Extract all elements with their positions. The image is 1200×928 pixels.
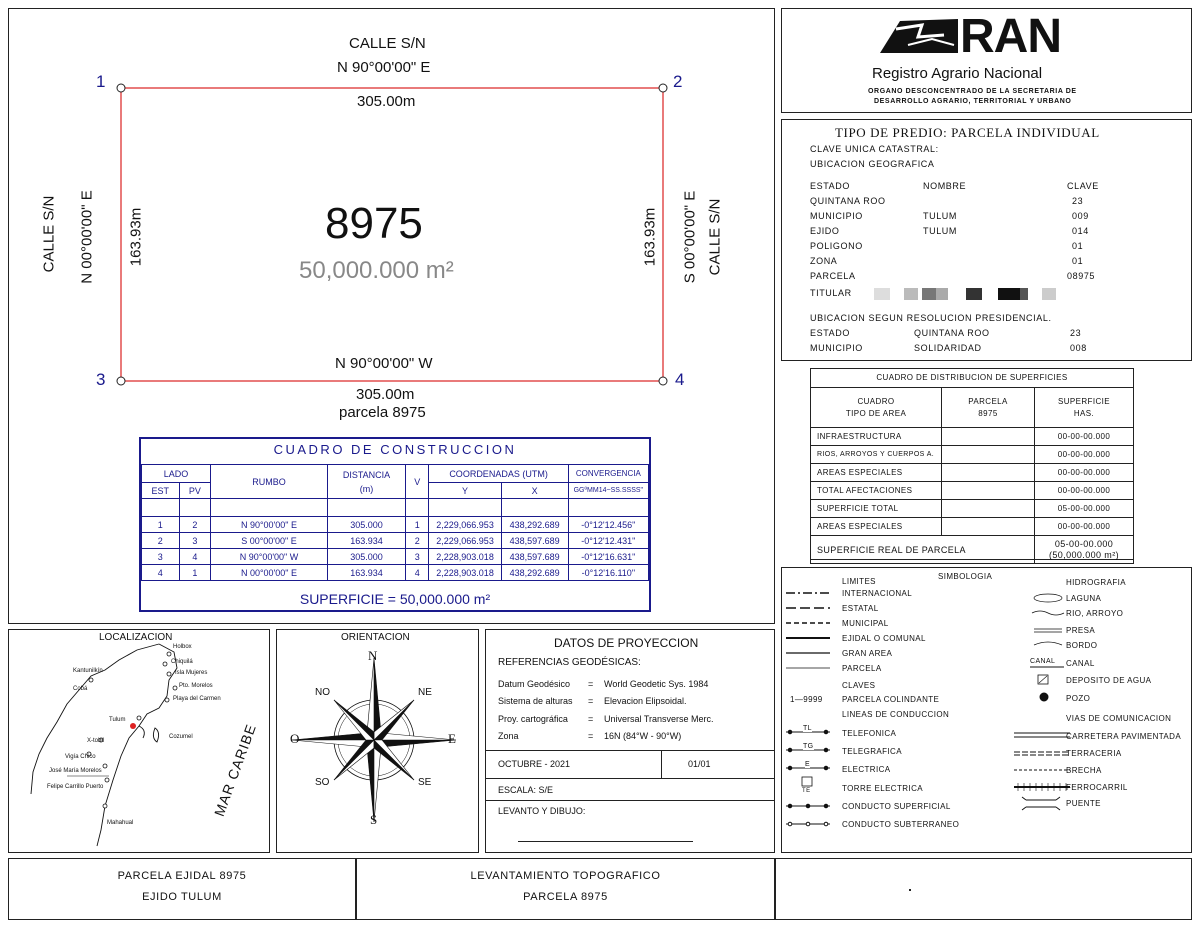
footer-mid-line2: PARCELA 8975	[523, 891, 608, 903]
construction-table-title: CUADRO DE CONSTRUCCION	[273, 442, 517, 457]
predio-panel	[781, 119, 1192, 361]
compass-no: NO	[315, 687, 330, 698]
dist-h3: SUPERFICIE HAS.	[1035, 388, 1134, 428]
place-holbox: Holbox	[173, 644, 192, 650]
h-est: EST	[142, 483, 180, 499]
row-clave: 009	[1072, 211, 1089, 221]
sym-internacional: INTERNACIONAL	[842, 589, 913, 598]
vertex-label-3: 3	[96, 370, 106, 389]
proy-key: Datum Geodésico	[498, 679, 571, 689]
h-lado: LADO	[142, 465, 211, 483]
proy-levanto: LEVANTO Y DIBUJO:	[498, 806, 586, 816]
clave-unica-label: CLAVE UNICA CATASTRAL:	[810, 144, 939, 154]
row-label: EJIDO	[810, 226, 840, 236]
place-felipe-carrillo: Felipe Carrillo Puerto	[47, 784, 104, 790]
sym-conducto-sup: CONDUCTO SUPERFICIAL	[842, 802, 951, 811]
localizacion-panel: LOCALIZACION Holbox Kantunilkín Chiquilá Isla Mujeres Cobá Pto. Morelos Playa del Carmen Tulum Cozumel X-tobil Vigía Chico José María Morelos Felipe Carrillo Puerto Mahahual MAR CARIBE	[8, 629, 270, 853]
construction-table-grid	[141, 464, 649, 581]
proy-eq: =	[588, 714, 594, 724]
proy-eq: =	[588, 696, 594, 706]
footer-left	[8, 858, 356, 920]
row-name: TULUM	[923, 226, 957, 236]
orientacion-title: ORIENTACION	[341, 632, 410, 643]
compass-se: SE	[418, 777, 432, 788]
dist-title: CUADRO DE DISTRIBUCION DE SUPERFICIES	[876, 373, 1068, 382]
sym-e-code: E	[805, 761, 811, 768]
date-col-divider	[661, 750, 662, 778]
h-v: V	[406, 465, 429, 499]
construction-table	[139, 437, 651, 612]
sym-laguna: LAGUNA	[1066, 594, 1102, 603]
sym-hidrografia: HIDROGRAFIA	[1066, 578, 1126, 587]
row-name: TULUM	[923, 211, 957, 221]
place-tulum: Tulum	[109, 717, 126, 723]
top-distance-label: 305.00m	[357, 93, 416, 110]
footer-left-line1: PARCELA EJIDAL 8975	[117, 870, 247, 882]
place-xtobil: X-tobil	[87, 738, 105, 744]
resol-clave: 008	[1070, 343, 1087, 353]
place-kantunilkin: Kantunilkín	[73, 668, 103, 674]
vertex-label-2: 2	[673, 72, 683, 91]
vertex-label-1: 1	[96, 72, 106, 91]
proy-val: 16N (84°W - 90°W)	[604, 731, 682, 741]
table-row	[811, 536, 1134, 564]
sym-conducto-sub: CONDUCTO SUBTERRANEO	[842, 820, 960, 829]
row-label: PARCELA	[810, 271, 856, 281]
date-row-divider	[486, 750, 774, 751]
sym-telefonica: TELEFONICA	[842, 729, 897, 738]
orientacion-panel	[276, 629, 479, 853]
h-conv-fmt: GGºMM14~SS.SSSS"	[568, 483, 648, 499]
h-pv: PV	[179, 483, 210, 499]
compass-ne: NE	[418, 687, 432, 698]
row-clave: 23	[1072, 196, 1084, 206]
row-clave: 08975	[1067, 271, 1096, 281]
sym-canal-code: CANAL	[1030, 658, 1056, 665]
sym-vias: VIAS DE COMUNICACION	[1066, 714, 1172, 723]
ran-logo-text: RAN	[960, 10, 1061, 63]
resol-name: SOLIDARIDAD	[914, 343, 982, 353]
proy-key: Sistema de alturas	[498, 696, 573, 706]
h-x: X	[501, 483, 568, 499]
footer-left-line2: EJIDO TULUM	[142, 891, 222, 903]
h-convergencia: CONVERGENCIA	[568, 465, 648, 483]
row-label: ZONA	[810, 256, 838, 266]
row-clave: 014	[1072, 226, 1089, 236]
compass-o: O	[290, 731, 300, 746]
sym-brecha: BRECHA	[1066, 766, 1102, 775]
dist-superficies-table	[810, 368, 1134, 560]
sym-rio: RIO, ARROYO	[1066, 609, 1124, 618]
proy-eq: =	[588, 731, 594, 741]
sym-tg-code: TG	[803, 743, 814, 750]
ubicacion-label: UBICACION GEOGRAFICA	[810, 159, 935, 169]
sym-parcela: PARCELA	[842, 664, 882, 673]
sym-ferrocarril: FERROCARRIL	[1066, 783, 1128, 792]
escala-row-divider	[486, 778, 774, 779]
proy-val: Elevacion Elipsoidal.	[604, 696, 687, 706]
plan-panel: 1 2 3 4 CALLE S/N N 90°00'00" E 305.00m N 90°00'00" W 305.00m parcela 8975 CALLE S/N N 00°00'00" E 163.93m 163.93m S 00°00'00" E CALLE S/N 8975 50,000.000 m² CUADRO DE CONSTRUCCION LADO RUMBO DISTANCIA (m) V COORDENADAS (UTM) CONVERGENCIA EST PV Y X GGºMM14~SS.SSSS" 1 2 N 90°00'00" E 305.000 1 2,229,066.953 438,292.689 -0°12'12.456" 2 3 S 00°00'00" E 163.934 2 2,229,066.953 438,597.689 -0°12'12.431" 3 4 N 90°00'00" W 305.000 3 2,228,903.018 438,597.689 -0°12'16.631" 4 1 N 00°00'00" E 163.934 4 2,228,903.018 438,292.689 -0°12'16.110" SUPERFICIE = 50,000.000 m²	[8, 8, 775, 624]
table-row: SUPERFICIE TOTAL 05-00-00.000	[811, 500, 1134, 518]
sym-limites: LIMITES	[842, 577, 876, 586]
h-estado: ESTADO	[810, 181, 850, 191]
ran-name: Registro Agrario Nacional	[872, 65, 1043, 82]
sym-te-code: TE	[802, 788, 811, 794]
sym-electrica: ELECTRICA	[842, 765, 891, 774]
sym-tl-code: TL	[803, 725, 812, 732]
compass-n: N	[368, 648, 378, 663]
dist-h2: PARCELA 8975	[942, 388, 1035, 428]
sym-telegrafica: TELEGRAFICA	[842, 747, 902, 756]
sym-torre: TORRE ELECTRICA	[842, 784, 923, 793]
place-playa-del-carmen: Playa del Carmen	[173, 696, 221, 702]
compass-s: S	[370, 812, 378, 827]
proy-escala: ESCALA: S/E	[498, 785, 554, 795]
ubic-resol-label: UBICACION SEGUN RESOLUCION PRESIDENCIAL.	[810, 313, 1052, 323]
place-isla-mujeres: Isla Mujeres	[175, 670, 208, 676]
bottom-parcel-label: parcela 8975	[339, 404, 426, 421]
ran-sub2: DESARROLLO AGRARIO, TERRITORIAL Y URBANO	[874, 98, 1072, 105]
proy-val: Universal Transverse Merc.	[604, 714, 714, 724]
construction-superficie: SUPERFICIE = 50,000.000 m²	[299, 591, 491, 607]
table-row: RIOS, ARROYOS Y CUERPOS A. 00-00-00.000	[811, 446, 1134, 464]
compass-e: E	[448, 731, 456, 746]
sym-estatal: ESTATAL	[842, 604, 879, 613]
proy-date: OCTUBRE - 2021	[498, 759, 571, 769]
table-row: AREAS ESPECIALES 00-00-00.000	[811, 518, 1134, 536]
symbology-title: SIMBOLOGIA	[938, 572, 993, 581]
predio-title: TIPO DE PREDIO: PARCELA INDIVIDUAL	[835, 125, 1100, 140]
symbology-panel	[781, 567, 1192, 853]
proy-eq: =	[588, 679, 594, 689]
proy-sheet: 01/01	[688, 759, 711, 769]
titular-label: TITULAR	[810, 288, 852, 298]
row-clave: 01	[1072, 241, 1084, 251]
bottom-bearing-label: N 90°00'00" W	[335, 355, 433, 372]
signature-line	[518, 841, 693, 842]
sym-canal: CANAL	[1066, 659, 1095, 668]
sym-terraceria: TERRACERIA	[1066, 749, 1122, 758]
h-clave: CLAVE	[1067, 181, 1099, 191]
proyeccion-title: DATOS DE PROYECCION	[554, 636, 699, 650]
compass-so: SO	[315, 777, 330, 788]
ran-sub1: ORGANO DESCONCENTRADO DE LA SECRETARIA DE	[868, 88, 1077, 95]
vertex-2	[659, 84, 667, 92]
sym-puente: PUENTE	[1066, 799, 1101, 808]
ran-logo-icon	[874, 15, 964, 57]
sym-parcela-colindante: PARCELA COLINDANTE	[842, 695, 940, 704]
table-row: AREAS ESPECIALES 00-00-00.000	[811, 464, 1134, 482]
proy-key: Zona	[498, 731, 519, 741]
sym-claves-code: 1—9999	[790, 695, 823, 704]
row-label: POLIGONO	[810, 241, 863, 251]
vertex-4	[659, 377, 667, 385]
h-nombre: NOMBRE	[923, 181, 967, 191]
sym-carretera: CARRETERA PAVIMENTADA	[1066, 732, 1182, 741]
table-row: 2 3 S 00°00'00" E 163.934 2 2,229,066.953 438,597.689 -0°12'12.431"	[142, 533, 649, 549]
row-clave: 01	[1072, 256, 1084, 266]
sym-bordo: BORDO	[1066, 641, 1098, 650]
escala-levanto-divider	[486, 800, 774, 801]
place-cozumel: Cozumel	[169, 734, 193, 740]
vertex-3	[117, 377, 125, 385]
proy-key: Proy. cartográfica	[498, 714, 568, 724]
sym-ejidal: EJIDAL O COMUNAL	[842, 634, 926, 643]
top-street-label: CALLE S/N	[349, 35, 426, 52]
row-label: MUNICIPIO	[810, 211, 863, 221]
sym-claves: CLAVES	[842, 681, 876, 690]
sym-gran-area: GRAN AREA	[842, 649, 893, 658]
sym-presa: PRESA	[1066, 626, 1096, 635]
table-row: 3 4 N 90°00'00" W 305.000 3 2,228,903.018 438,597.689 -0°12'16.631"	[142, 549, 649, 565]
place-mahahual: Mahahual	[107, 820, 134, 826]
resol-name: QUINTANA ROO	[914, 328, 990, 338]
place-coba: Cobá	[73, 686, 88, 692]
footer-dot	[909, 889, 911, 891]
table-row: 4 1 N 00°00'00" E 163.934 4 2,228,903.018 438,292.689 -0°12'16.110"	[142, 565, 649, 581]
h-rumbo: RUMBO	[211, 465, 328, 499]
bottom-distance-label: 305.00m	[356, 386, 415, 403]
titular-redacted	[874, 287, 1084, 301]
real-label: SUPERFICIE REAL DE PARCELA	[811, 536, 1035, 564]
proyeccion-panel	[485, 629, 775, 853]
resol-label: MUNICIPIO	[810, 343, 863, 353]
localizacion-title: LOCALIZACION	[99, 632, 173, 643]
table-row: TOTAL AFECTACIONES 00-00-00.000	[811, 482, 1134, 500]
real-value: 05-00-00.000 (50,000.000 m²)	[1035, 536, 1134, 564]
resol-label: ESTADO	[810, 328, 850, 338]
resol-clave: 23	[1070, 328, 1082, 338]
place-chiquila: Chiquilá	[171, 659, 193, 665]
top-bearing-label: N 90°00'00" E	[337, 59, 431, 76]
footer-right	[775, 858, 1192, 920]
proy-val: World Geodetic Sys. 1984	[604, 679, 709, 689]
sym-municipal: MUNICIPAL	[842, 619, 889, 628]
sym-pozo: POZO	[1066, 694, 1091, 703]
dist-h1: CUADRO TIPO DE AREA	[811, 388, 942, 428]
parcel-area: 50,000.000 m²	[299, 257, 454, 284]
place-vigia-chico: Vigía Chico	[65, 754, 96, 760]
location-map	[9, 630, 271, 854]
h-y: Y	[429, 483, 501, 499]
ran-header	[781, 8, 1192, 113]
vertex-label-4: 4	[675, 370, 685, 389]
table-row: 1 2 N 90°00'00" E 305.000 1 2,229,066.953 438,292.689 -0°12'12.456"	[142, 517, 649, 533]
vertex-1	[117, 84, 125, 92]
sym-deposito: DEPOSITO DE AGUA	[1066, 676, 1152, 685]
footer-mid	[356, 858, 775, 920]
row-label: QUINTANA ROO	[810, 196, 886, 206]
footer-mid-line1: LEVANTAMIENTO TOPOGRAFICO	[470, 870, 661, 882]
h-coordenadas: COORDENADAS (UTM)	[429, 465, 568, 483]
place-pto-morelos: Pto. Morelos	[179, 683, 213, 689]
dist-grid	[810, 387, 1134, 564]
table-row: INFRAESTRUCTURA 00-00-00.000	[811, 428, 1134, 446]
sym-lineas: LINEAS DE CONDUCCION	[842, 710, 950, 719]
h-distancia: DISTANCIA (m)	[327, 465, 405, 499]
place-jose-maria-morelos: José María Morelos	[49, 768, 102, 774]
parcel-number: 8975	[325, 199, 423, 248]
ref-geodesicas: REFERENCIAS GEODÉSICAS:	[498, 657, 641, 668]
